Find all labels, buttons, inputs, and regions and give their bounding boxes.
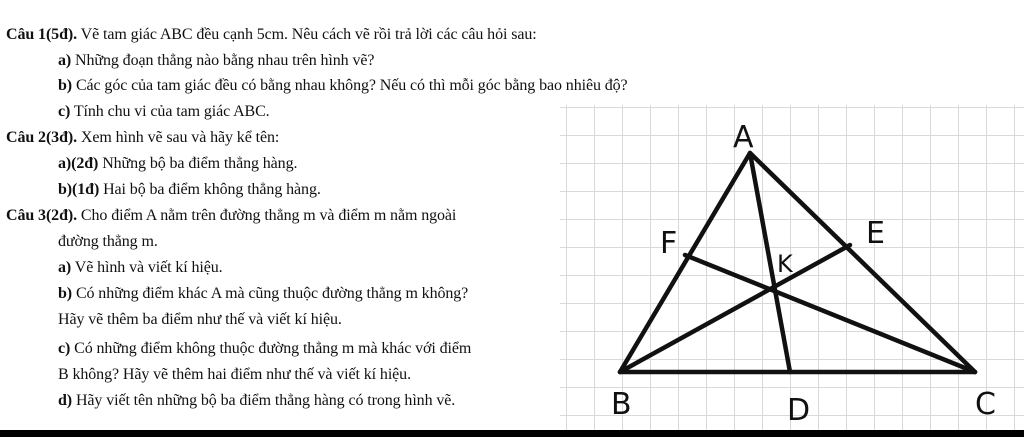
q2-a-label: a)(2đ) bbox=[58, 155, 99, 172]
q2-text: Xem hình vẽ sau và hãy kể tên: bbox=[80, 129, 280, 146]
q3-b-text1: Có những điểm khác A mà cũng thuộc đường thẳng m không? bbox=[75, 285, 469, 302]
q1-a-line bbox=[58, 51, 374, 71]
q1-c-text: Tính chu vi của tam giác ABC. bbox=[73, 103, 270, 120]
point-label-a: A bbox=[733, 120, 754, 155]
q3-label: Câu 3(2đ). bbox=[6, 207, 78, 224]
q2-a-text: Những bộ ba điểm thẳng hàng. bbox=[102, 155, 298, 172]
q1-c-line bbox=[58, 102, 270, 122]
point-label-d: D bbox=[787, 393, 811, 428]
bottom-edge bbox=[0, 430, 1024, 437]
q1-b-text: Các góc của tam giác đều có bằng nhau không? Nếu có thì mỗi góc bằng bao nhiêu độ? bbox=[75, 77, 628, 94]
q3-b-label: b) bbox=[58, 285, 73, 302]
q2-a-line bbox=[58, 154, 297, 174]
q3-c-line-2 bbox=[58, 365, 411, 385]
q2-line bbox=[6, 128, 279, 148]
point-label-e: E bbox=[866, 216, 885, 251]
q1-text: Vẽ tam giác ABC đều cạnh 5cm. Nêu cách vẽ rồi trả lời các câu hỏi sau: bbox=[80, 26, 537, 43]
q3-b-text2: Hãy vẽ thêm ba điểm như thế và viết kí hiệu. bbox=[58, 311, 342, 328]
q3-a-line bbox=[58, 258, 223, 278]
q3-c-text1: Có những điểm không thuộc đường thẳng m mà khác với điểm bbox=[74, 340, 472, 357]
q2-b-line bbox=[58, 180, 321, 200]
q1-line bbox=[6, 25, 537, 45]
q1-label: Câu 1(5đ). bbox=[6, 26, 78, 43]
q3-text1: Cho điểm A nằm trên đường thẳng m và điểm m nằm ngoài bbox=[80, 207, 457, 224]
q3-text2: đường thẳng m. bbox=[58, 233, 158, 250]
point-label-f: F bbox=[660, 226, 678, 261]
q3-c-line bbox=[58, 339, 471, 359]
point-label-b: B bbox=[611, 387, 632, 422]
point-label-c: C bbox=[975, 387, 996, 422]
q3-d-text: Hãy viết tên những bộ ba điểm thẳng hàng có trong hình vẽ. bbox=[75, 392, 456, 409]
q3-b-line-2 bbox=[58, 310, 342, 330]
q1-a-text: Những đoạn thẳng nào bằng nhau trên hình vẽ? bbox=[75, 52, 375, 69]
q3-b-line bbox=[58, 284, 468, 304]
q3-line-2 bbox=[58, 232, 158, 252]
segment-ab bbox=[620, 153, 750, 372]
q3-line bbox=[6, 206, 456, 226]
q2-b-label: b)(1đ) bbox=[58, 181, 100, 198]
q1-c-label: c) bbox=[58, 103, 71, 120]
q3-c-text2: B không? Hãy vẽ thêm hai điểm như thế và viết kí hiệu. bbox=[58, 366, 411, 383]
q2-label: Câu 2(3đ). bbox=[6, 129, 78, 146]
q3-a-label: a) bbox=[58, 259, 72, 276]
q1-a-label: a) bbox=[58, 52, 72, 69]
q1-b-line bbox=[58, 76, 628, 96]
q3-d-label: d) bbox=[58, 392, 73, 409]
q3-c-label: c) bbox=[58, 340, 71, 357]
q3-d-line bbox=[58, 391, 455, 411]
point-label-k: K bbox=[777, 250, 793, 278]
q1-b-label: b) bbox=[58, 77, 73, 94]
q2-b-text: Hai bộ ba điểm không thẳng hàng. bbox=[103, 181, 321, 198]
q3-a-text: Vẽ hình và viết kí hiệu. bbox=[74, 259, 223, 276]
